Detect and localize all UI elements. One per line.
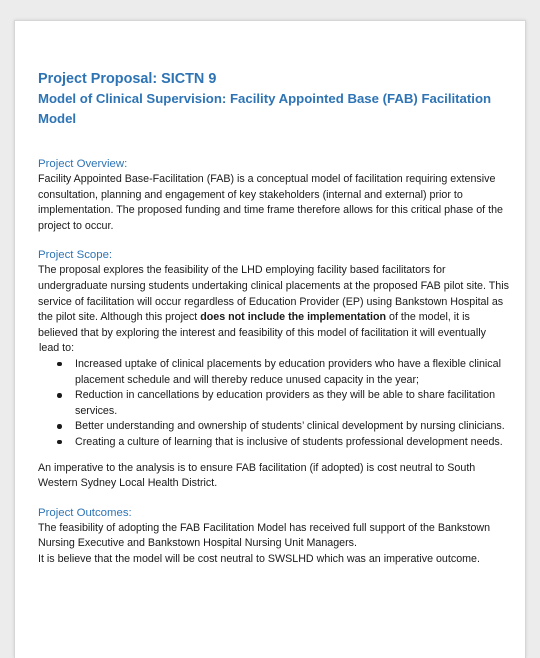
overview-heading: Project Overview: xyxy=(38,158,128,170)
document-subtitle-line-1: Model of Clinical Supervision: Facility Appointed Base (FAB) Facilitation xyxy=(38,91,492,106)
document-body xyxy=(38,69,518,567)
scope-line-text: of the model, it is xyxy=(386,311,470,324)
scope-line xyxy=(38,310,518,326)
bullet-text: Increased uptake of clinical placements by education providers who have a flexible clinical xyxy=(75,357,501,370)
overview-line: Facility Appointed Base-Facilitation (FAB) is a conceptual model of facilitation requiring extensive xyxy=(38,173,496,185)
imperative-line: Western Sydney Local Health District. xyxy=(38,477,218,490)
scope-bullet-list xyxy=(38,357,518,451)
scope-line: lead to: xyxy=(39,342,75,355)
outcomes-line: It is believe that the model will be cost neutral to SWSLHD which was an imperative outcome. xyxy=(38,552,480,565)
bullet-icon xyxy=(57,393,62,398)
bullet-item xyxy=(38,388,518,419)
imperative-line: An imperative to the analysis is to ensure FAB facilitation (if adopted) is cost neutral to South xyxy=(38,461,476,474)
bullet-text: Reduction in cancellations by education providers as they will be able to share facilitation xyxy=(75,389,496,402)
outcomes-heading: Project Outcomes: xyxy=(38,506,132,519)
bullet-text: services. xyxy=(75,404,118,417)
scope-line: believed that by exploring the interest and feasibility of this model of facilitation it will eventually xyxy=(38,326,486,339)
scope-line: undergraduate nursing students undertaking clinical placements at the proposed FAB pilot site. This xyxy=(38,279,509,292)
scope-heading: Project Scope: xyxy=(38,249,113,262)
bullet-text: Better understanding and ownership of students’ clinical development by nursing clinicians. xyxy=(75,420,505,433)
document-subtitle-line-2: Model xyxy=(38,111,77,126)
scope-emphasis: does not include the implementation xyxy=(200,311,387,324)
document-page xyxy=(14,20,526,658)
overview-line: implementation. The proposed funding and time frame therefore allows for this critical phase of the xyxy=(38,204,503,217)
bullet-icon xyxy=(57,362,62,367)
bullet-text: Creating a culture of learning that is inclusive of students professional development needs. xyxy=(75,435,503,448)
bullet-icon xyxy=(57,440,62,445)
bullet-item xyxy=(38,357,518,388)
bullet-item xyxy=(38,419,518,435)
outcomes-line: Nursing Executive and Bankstown Hospital Nursing Unit Managers. xyxy=(38,537,357,550)
bullet-item xyxy=(38,435,518,451)
overview-line: project to occur. xyxy=(38,219,114,232)
bullet-icon xyxy=(57,424,62,429)
bullet-text: placement schedule and will thereby reduce unused capacity in the year; xyxy=(75,373,419,386)
outcomes-line: The feasibility of adopting the FAB Facilitation Model has received full support of the Bankstown xyxy=(38,521,491,534)
scope-line: service of facilitation will occur regardless of Education Provider (EP) using Bankstown Hospital as xyxy=(38,295,504,308)
overview-line: consultation, planning and engagement of key stakeholders (internal and external) prior to xyxy=(38,188,463,201)
scope-line: The proposal explores the feasibility of the LHD employing facility based facilitators for xyxy=(38,264,446,277)
document-title: Project Proposal: SICTN 9 xyxy=(38,71,217,87)
scope-line-text: the pilot site. Although this project xyxy=(38,311,201,324)
